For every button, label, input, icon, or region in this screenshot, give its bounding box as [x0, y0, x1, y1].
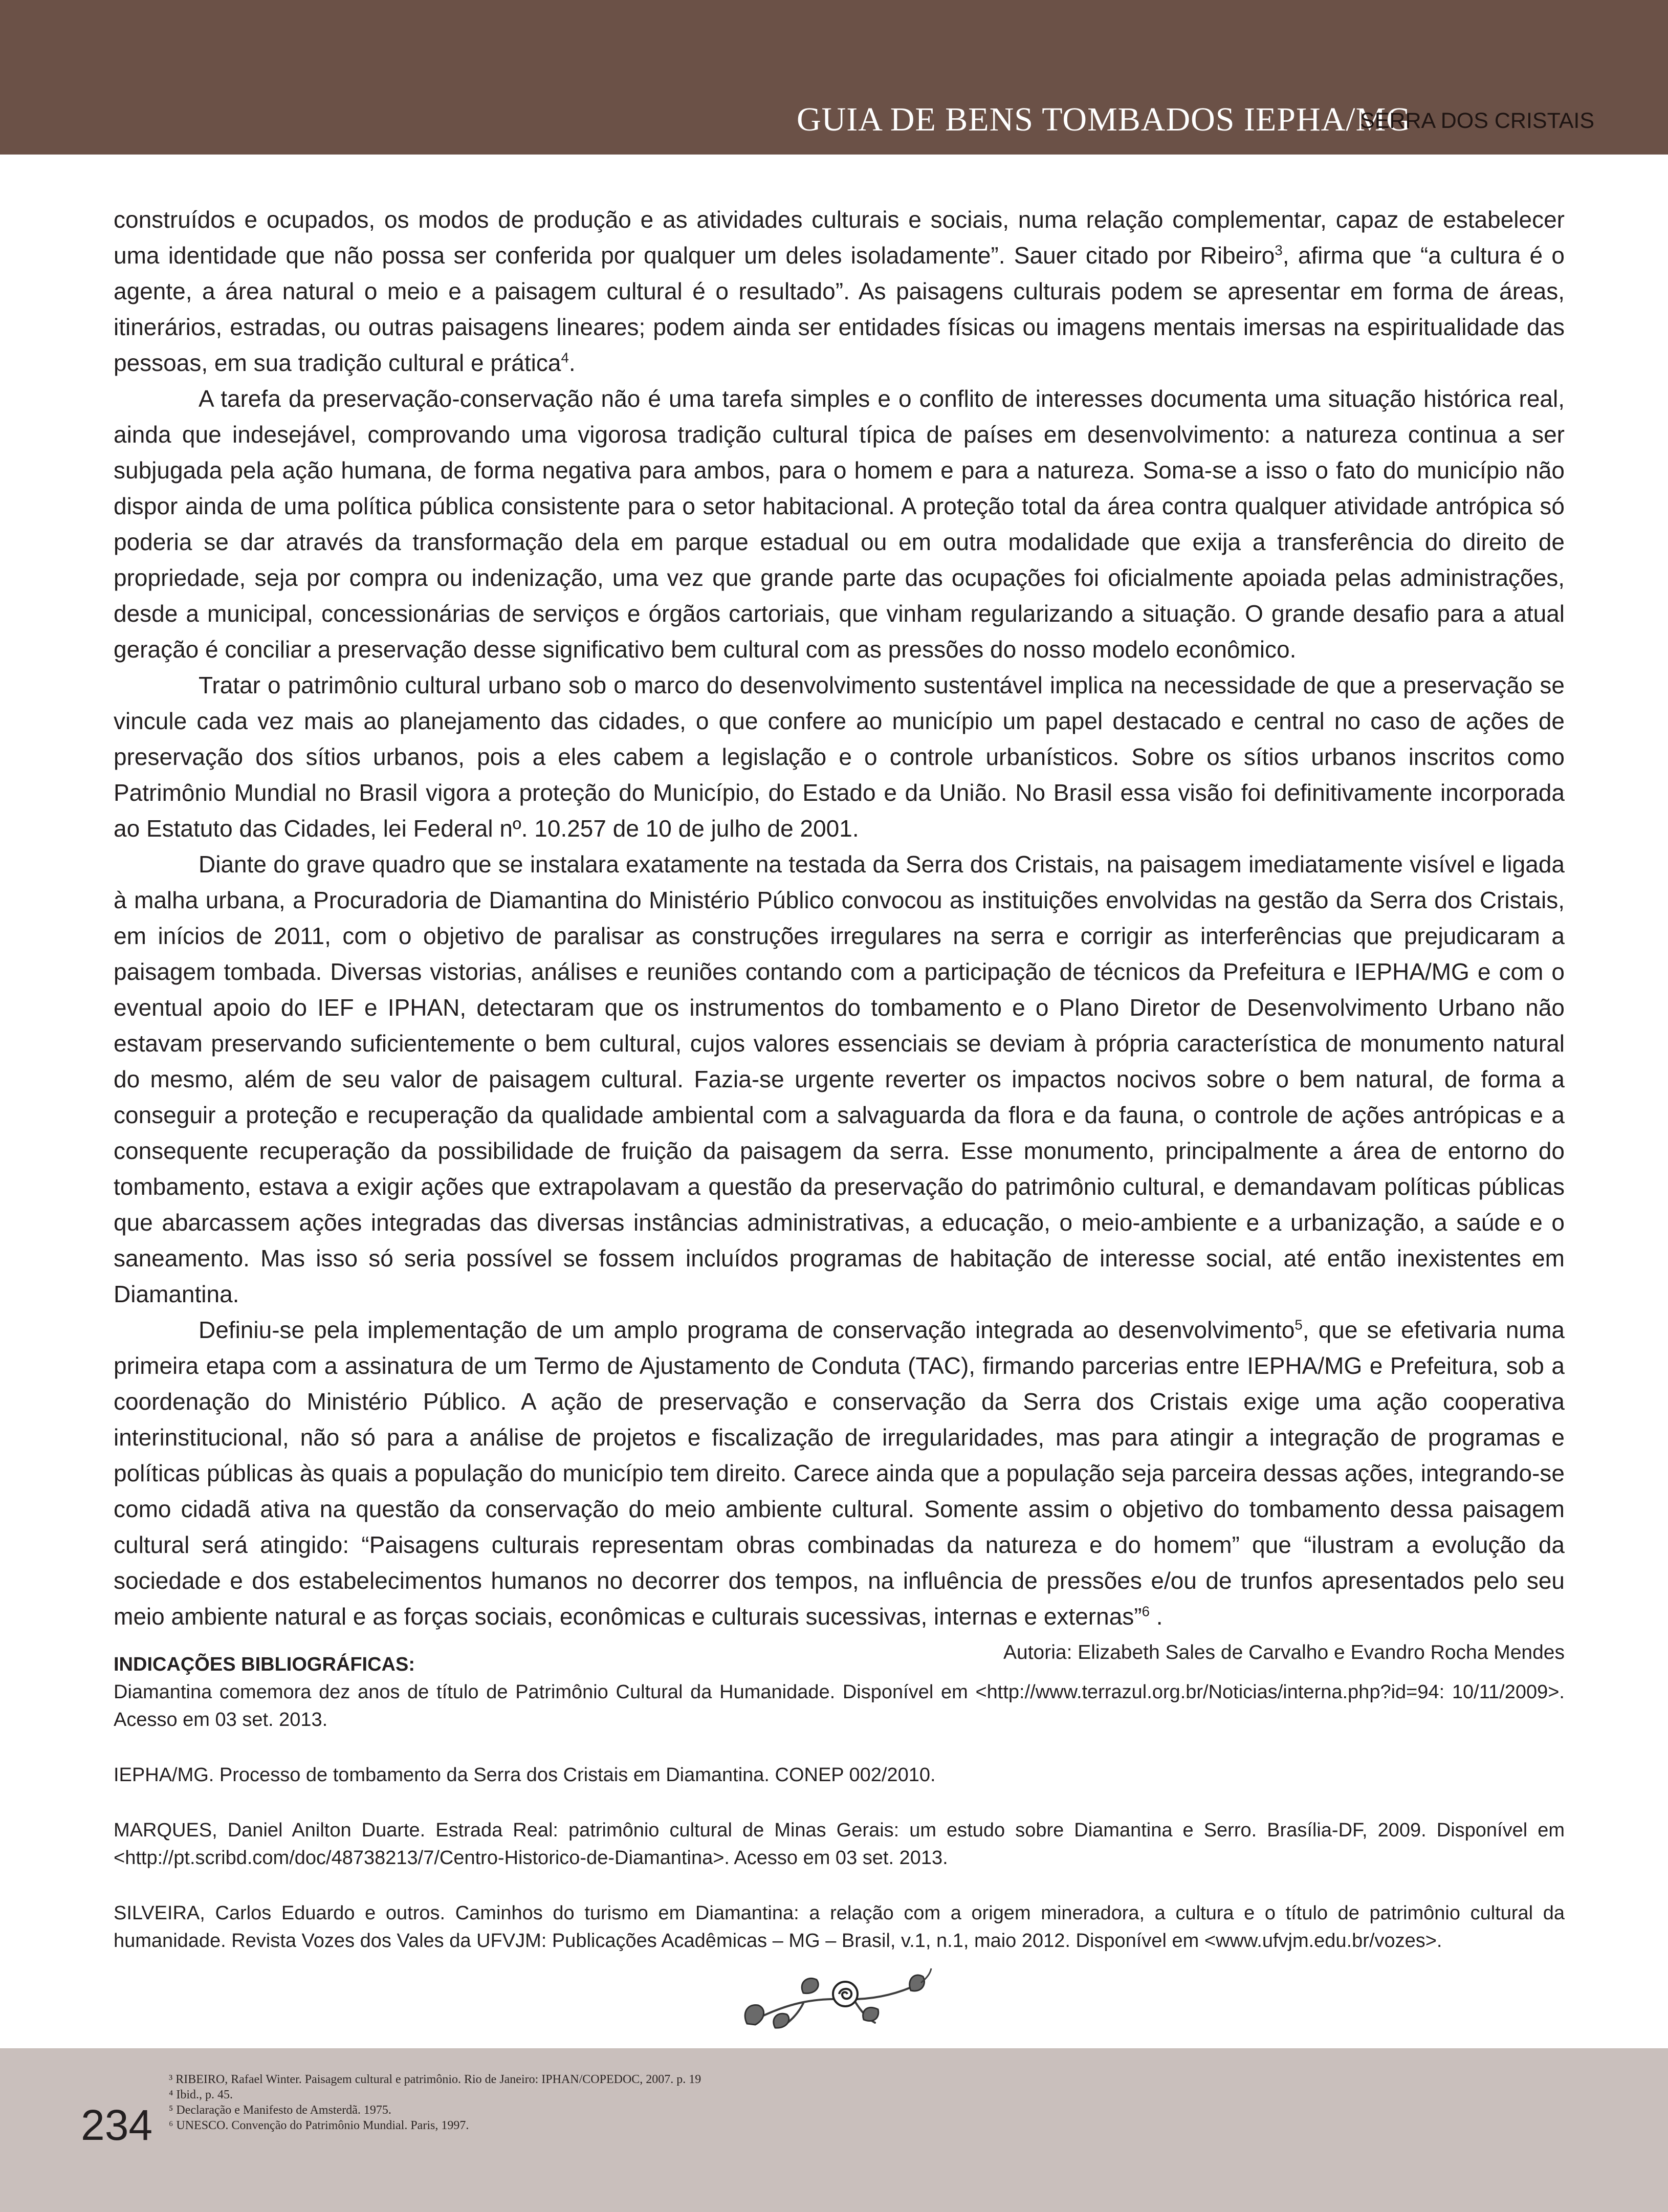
paragraph-1-text-c: . [568, 349, 576, 376]
page-number: 234 [81, 2101, 153, 2149]
footnote-ref-5: 5 [1294, 1317, 1303, 1333]
footnote-5: ⁵ Declaração e Manifesto de Amsterdã. 1975. [169, 2104, 391, 2117]
guide-title: GUIA DE BENS TOMBADOS IEPHA/MG [796, 101, 1411, 138]
bibliography-heading: INDICAÇÕES BIBLIOGRÁFICAS: [114, 1654, 415, 1675]
paragraph-5-text-b: , que se efetivaria numa primeira etapa com a assinatura de um Termo de Ajustamento de Conduta (TAC), firmando parcerias entre IEPHA/MG e Prefeitura, sob a coordenação do Ministério Público. A ação de preservação e conservação da Serra dos Cristais exige uma ação cooperativa interinstitucional, não só para a análise de projetos e fiscalização de irregularidades, mas para atingir a integração de programas e políticas públicas às quais a população do município tem direito. Carece ainda que a população seja parceira dessas ações, integrando-se como cidadã ativa na questão da conservação do meio ambiente cultural. Somente assim o objetivo do tombamento dessa paisagem cultural será atingido: “Paisagens culturais representam obras combinadas da natureza e do homem” que “ilustram a evolução da sociedade e dos estabelecimentos humanos no decorrer dos tempos, na influência de pressões e/ou de trunfos apresentados pelo seu meio ambiente natural e as forças sociais, econômicas e culturais sucessivas, internas e externas” [114, 1317, 1565, 1630]
footnote-6: ⁶ UNESCO. Convenção do Patrimônio Mundial. Paris, 1997. [169, 2119, 469, 2132]
footnote-ref-3: 3 [1275, 242, 1283, 258]
bibliography-entry: MARQUES, Daniel Anilton Duarte. Estrada Real: patrimônio cultural de Minas Gerais: um estudo sobre Diamantina e Serro. Brasília-DF, 2009. Disponível em <http://pt.scribd.com/doc/48738213/7/Centro-Historico-de-Diamantina>. Acesso em 03 set. 2013. [114, 1820, 1565, 1869]
page-footer [0, 2048, 1668, 2212]
paragraph-5-text-c: . [1149, 1603, 1163, 1630]
footnote-ref-6: 6 [1142, 1603, 1150, 1619]
paragraph-5-text-a: Definiu-se pela implementação de um amplo programa de conservação integrada ao desenvolvimento [199, 1317, 1295, 1343]
bibliography-entry: IEPHA/MG. Processo de tombamento da Serra dos Cristais em Diamantina. CONEP 002/2010. [114, 1764, 936, 1786]
footnotes [169, 2072, 701, 2133]
footnote-3: ³ RIBEIRO, Rafael Winter. Paisagem cultural e patrimônio. Rio de Janeiro: IPHAN/COPEDOC, 2007. p. 19 [169, 2073, 701, 2086]
paragraph-1-text-b: , afirma que “a cultura é o agente, a área natural o meio e a paisagem cultural é o resultado”. As paisagens culturais podem se apresentar em forma de áreas, itinerários, estradas, ou outras paisagens lineares; podem ainda ser entidades físicas ou imagens mentais imersas na espiritualidade das pessoas, em sua tradição cultural e prática [114, 242, 1565, 376]
authorship: Autoria: Elizabeth Sales de Carvalho e Evandro Rocha Mendes [1003, 1641, 1565, 1663]
page-header [0, 0, 1668, 155]
bibliography [114, 1651, 1565, 1982]
paragraph-4: Diante do grave quadro que se instalara exatamente na testada da Serra dos Cristais, na paisagem imediatamente visível e ligada à malha urbana, a Procuradoria de Diamantina do Ministério Público convocou as instituições envolvidas na gestão da Serra dos Cristais, em inícios de 2011, com o objetivo de paralisar as construções irregulares na serra e corrigir as interferências que prejudicaram a paisagem tombada. Diversas vistorias, análises e reuniões contando com a participação de técnicos da Prefeitura e IEPHA/MG e com o eventual apoio do IEF e IPHAN, detectaram que os instrumentos do tombamento e o Plano Diretor de Desenvolvimento Urbano não estavam preservando suficientemente o bem cultural, cujos valores essenciais se deviam à própria característica de monumento natural do mesmo, além de seu valor de paisagem cultural. Fazia-se urgente reverter os impactos nocivos sobre o bem natural, de forma a conseguir a proteção e recuperação da qualidade ambiental com a salvaguarda da flora e da fauna, o controle de ações antrópicas e a consequente recuperação da possibilidade de fruição da paisagem da serra. Esse monumento, principalmente a área de entorno do tombamento, estava a exigir ações que extrapolavam a questão da preservação do patrimônio cultural, e demandavam políticas públicas que abarcassem ações integradas das diversas instâncias administrativas, a educação, o meio-ambiente e a urbanização, a saúde e o saneamento. Mas isso só seria possível se fossem incluídos programas de habitação de interesse social, até então inexistentes em Diamantina. [114, 851, 1565, 1307]
paragraph-1 [114, 202, 1565, 381]
main-text [114, 202, 1565, 1668]
rose-flower-icon [727, 1962, 941, 2039]
paragraph-2: A tarefa da preservação-conservação não é uma tarefa simples e o conflito de interesses documenta uma situação histórica real, ainda que indesejável, comprovando uma vigorosa tradição cultural típica de países em desenvolvimento: a natureza continua a ser subjugada pela ação humana, de forma negativa para ambos, para o homem e para a natureza. Soma-se a isso o fato do município não dispor ainda de uma política pública consistente para o setor habitacional. A proteção total da área contra qualquer atividade antrópica só poderia se dar através da transformação dela em parque estadual ou em outra modalidade que exija a transferência do direito de propriedade, seja por compra ou indenização, uma vez que grande parte das ocupações foi oficialmente apoiada pelas administrações, desde a municipal, concessionárias de serviços e órgãos cartoriais, que vinham regularizando a situação. O grande desafio para a atual geração é conciliar a preservação desse significativo bem cultural com as pressões do nosso modelo econômico. [114, 385, 1565, 663]
paragraph-5 [114, 1312, 1565, 1634]
bibliography-entry: SILVEIRA, Carlos Eduardo e outros. Caminhos do turismo em Diamantina: a relação com a origem mineradora, a cultura e o título de patrimônio cultural da humanidade. Revista Vozes dos Vales da UFVJM: Publicações Acadêmicas – MG – Brasil, v.1, n.1, maio 2012. Disponível em <www.ufvjm.edu.br/vozes>. [114, 1902, 1565, 1952]
footnote-4: ⁴ Ibid., p. 45. [169, 2088, 233, 2101]
section-title: SERRA DOS CRISTAIS [1360, 108, 1594, 133]
paragraph-3: Tratar o patrimônio cultural urbano sob o marco do desenvolvimento sustentável implica na necessidade de que a preservação se vincule cada vez mais ao planejamento das cidades, o que confere ao município um papel destacado e central no caso de ações de preservação dos sítios urbanos, pois a eles cabem a legislação e o controle urbanísticos. Sobre os sítios urbanos inscritos como Patrimônio Mundial no Brasil vigora a proteção do Município, do Estado e da União. No Brasil essa visão foi definitivamente incorporada ao Estatuto das Cidades, lei Federal nº. 10.257 de 10 de julho de 2001. [114, 672, 1565, 842]
footnote-ref-4: 4 [561, 349, 569, 366]
bibliography-entry: Diamantina comemora dez anos de título de Patrimônio Cultural da Humanidade. Disponível em <http://www.terrazul.org.br/Noticias/interna.php?id=94: 10/11/2009>. Acesso em 03 set. 2013. [114, 1681, 1565, 1731]
paragraph-1-text-a: construídos e ocupados, os modos de produção e as atividades culturais e sociais, numa relação complementar, capaz de estabelecer uma identidade que não possa ser conferida por qualquer um deles isoladamente”. Sauer citado por Ribeiro [114, 206, 1565, 269]
